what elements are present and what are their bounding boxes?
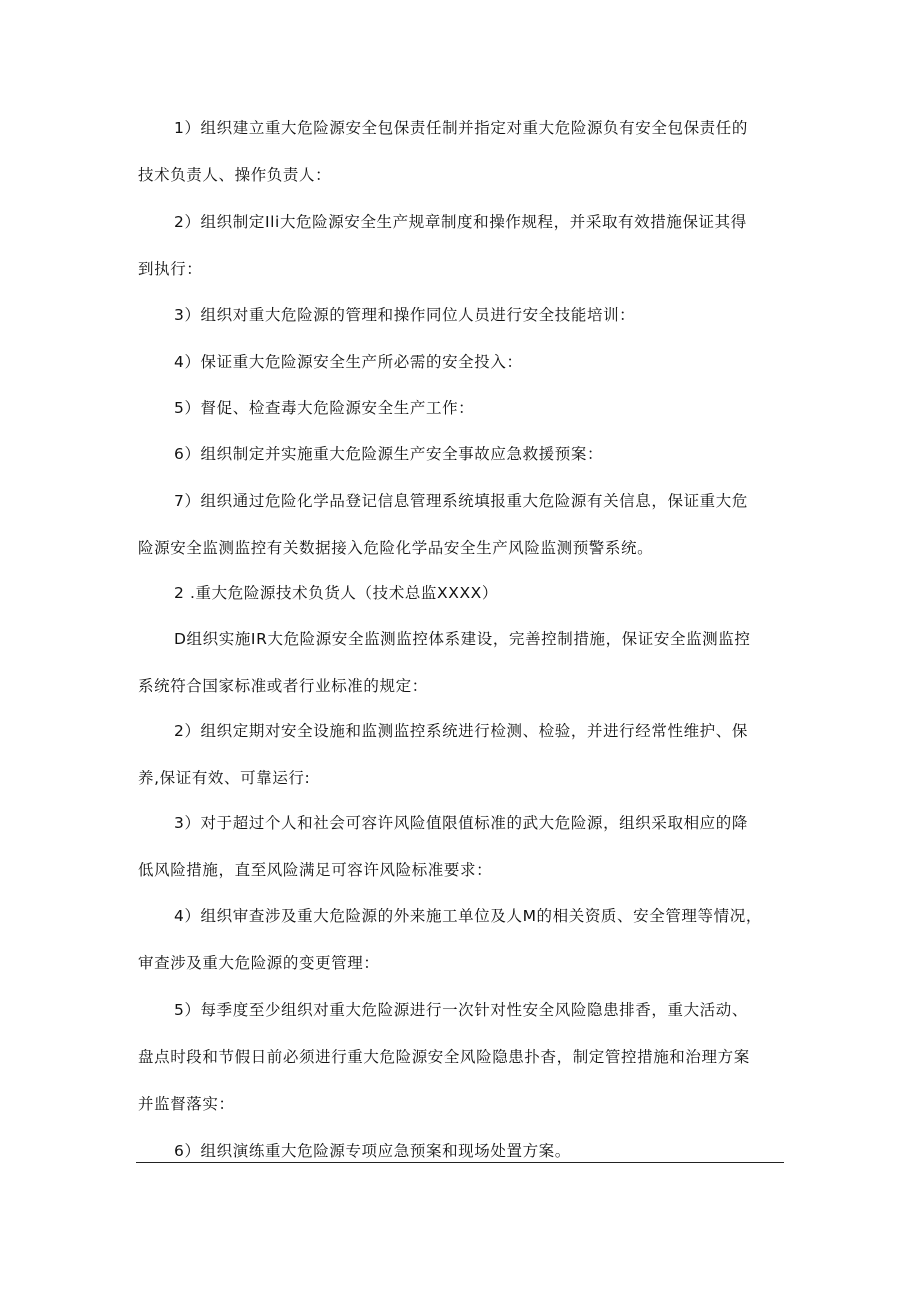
- paragraph-7-line-1: 7）组织通过危险化学品登记信息管理系统填报重大危险源有关信息，保证重大危: [174, 492, 748, 510]
- paragraph-6-line-1: 6）组织制定并实施重大危险源生产安全事故应急救援预案：: [174, 445, 604, 463]
- paragraph-8-line-2: 系统符合国家标准或者行业标准的规定：: [138, 677, 428, 695]
- paragraph-11-line-1: 4）组织审查涉及重大危险源的外来施工单位及人M的相关资质、安全管理等情况，: [174, 907, 762, 925]
- paragraph-2-line-1: 2）组织制定Ili大危险源安全生产规章制度和操作规程，并采取有效措施保证其得: [174, 213, 747, 231]
- paragraph-4: [138, 339, 788, 386]
- paragraph-2: [138, 199, 788, 293]
- paragraph-12-line-3: 并监督落实：: [138, 1095, 235, 1113]
- paragraph-6: [138, 431, 788, 478]
- paragraph-11-line-2: 审查涉及重大危险源的变更管理：: [138, 954, 380, 972]
- paragraph-13: [138, 1128, 788, 1175]
- paragraph-7-line-2: 险源安全监测监控有关数据接入危险化学品安全生产风险监测预警系统。: [138, 539, 654, 557]
- paragraph-9-line-2: 养,保证有效、可靠运行:: [138, 769, 311, 787]
- paragraph-8: [138, 616, 788, 710]
- bottom-divider: [136, 1162, 784, 1163]
- paragraph-12-line-2: 盘点时段和节假日前必须进行重大危险源安全风险隐患扑杳，制定管控措施和治理方案: [138, 1048, 750, 1066]
- paragraph-9: [138, 708, 788, 802]
- paragraph-10-line-2: 低风险措施，直至风险满足可容许风险标准要求：: [138, 861, 493, 879]
- section-heading-2-text: 2 .重大危险源技术负货人（技术总监XXXX）: [174, 584, 498, 602]
- paragraph-10: [138, 800, 788, 894]
- paragraph-3: [138, 292, 788, 339]
- paragraph-12-line-1: 5）每季度至少组织对重大危险源进行一次针对性安全风险隐患排香，重大活动、: [174, 1001, 748, 1019]
- paragraph-10-line-1: 3）对于超过个人和社会可容许风险值限值标准的武大危险源，组织采取相应的降: [174, 814, 748, 832]
- paragraph-5: [138, 385, 788, 432]
- paragraph-1: [138, 105, 788, 199]
- section-heading-2: [138, 570, 788, 617]
- paragraph-4-line-1: 4）保证重大危险源安全生产所必需的安全投入：: [174, 353, 523, 371]
- paragraph-2-line-2: 到执行：: [138, 260, 203, 278]
- paragraph-8-line-1: D组织实施IR大危险源安全监测监控体系建设，完善控制措施，保证安全监测监控: [174, 630, 751, 648]
- paragraph-3-line-1: 3）组织对重大危险源的管理和操作同位人员进行安全技能培训：: [174, 306, 636, 324]
- paragraph-5-line-1: 5）督促、检查毒大危险源安全生产工作：: [174, 399, 475, 417]
- paragraph-12: [138, 987, 788, 1128]
- paragraph-1-line-1: 1）组织建立重大危险源安全包保责任制并指定对重大危险源负有安全包保责任的: [174, 119, 748, 137]
- paragraph-1-line-2: 技术负责人、操作负责人：: [138, 166, 332, 184]
- paragraph-11: [138, 893, 788, 987]
- paragraph-9-line-1: 2）组织定期对安全设施和监测监控系统进行检测、检验，并进行经常性维护、保: [174, 722, 748, 740]
- paragraph-13-line-1: 6）组织演练重大危险源专项应急预案和现场处置方案。: [174, 1142, 571, 1160]
- paragraph-7: [138, 478, 788, 572]
